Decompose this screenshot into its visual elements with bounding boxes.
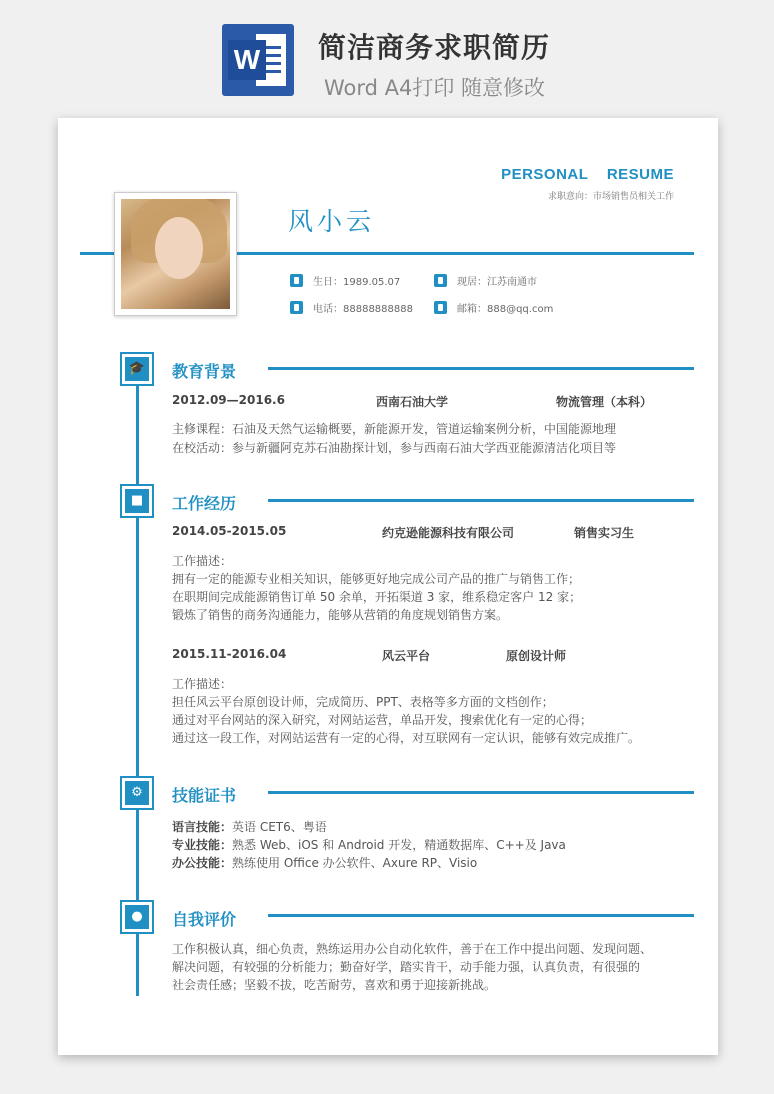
education-rule <box>268 367 694 370</box>
job1-line: 在职期间完成能源销售订单 50 余单，开拓渠道 3 家，维系稳定客户 12 家； <box>172 590 582 604</box>
profile-photo <box>114 192 237 316</box>
self-eval-section-icon <box>120 900 154 934</box>
skill-item: 办公技能：熟练使用 Office 办公软件、Axure RP、Visio <box>172 856 478 870</box>
word-logo-letter: W <box>228 40 266 80</box>
job2-line: 通过这一段工作，对网站运营有一定的心得，对互联网有一定认识，能够有效完成推广。 <box>172 731 641 745</box>
self-eval-line: 社会责任感；坚毅不拔，吃苦耐劳，喜欢和勇于迎接新挑战。 <box>172 978 497 992</box>
residence-info: 现居：江苏南通市 <box>434 273 537 288</box>
birth-info: 生日：1989.05.07 <box>290 273 400 288</box>
candidate-name: 风小云 <box>288 207 376 236</box>
work-section-icon <box>120 484 154 518</box>
education-title: 教育背景 <box>172 362 237 381</box>
briefcase-icon: ■ <box>125 489 149 513</box>
banner-header <box>0 0 774 110</box>
job2-line: 担任风云平台原创设计师，完成简历、PPT、表格等多方面的文档创作； <box>172 695 554 709</box>
job2-line: 工作描述： <box>172 677 233 691</box>
education-school: 西南石油大学 <box>376 395 449 409</box>
education-major: 物流管理（本科） <box>556 395 653 409</box>
skills-title: 技能证书 <box>172 786 237 805</box>
job2-date: 2015.11-2016.04 <box>172 647 287 661</box>
person-icon <box>290 274 303 287</box>
job1-company: 约克逊能源科技有限公司 <box>382 526 515 540</box>
job1-line: 工作描述： <box>172 554 233 568</box>
graduation-cap-icon: 🎓 <box>125 357 149 381</box>
self-eval-title: 自我评价 <box>172 910 237 929</box>
word-logo-icon <box>222 24 294 96</box>
education-course-line: 主修课程：石油及天然气运输概要，新能源开发，管道运输案例分析，中国能源地理 <box>172 422 617 436</box>
job2-company: 风云平台 <box>382 649 431 663</box>
education-date: 2012.09—2016.6 <box>172 393 285 407</box>
skill-item: 专业技能：熟悉 Web、iOS 和 Android 开发，精通数据库、C++及 Java <box>172 838 566 852</box>
job1-line: 锻炼了销售的商务沟通能力，能够从营销的角度规划销售方案。 <box>172 608 509 622</box>
personal-resume-label: PERSONAL RESUME <box>501 166 674 183</box>
education-section-icon <box>120 352 154 386</box>
skill-item: 语言技能：英语 CET6、粤语 <box>172 820 327 834</box>
phone-icon <box>290 301 303 314</box>
banner-title: 简洁商务求职简历 <box>318 31 551 64</box>
email-info: 邮箱：888@qq.com <box>434 300 553 315</box>
gear-icon: ⚙ <box>125 781 149 805</box>
banner-subtitle: Word A4打印 随意修改 <box>324 76 546 100</box>
user-icon: ● <box>125 905 149 929</box>
job1-role: 销售实习生 <box>574 526 635 540</box>
skills-section-icon <box>120 776 154 810</box>
education-activity-line: 在校活动：参与新疆阿克苏石油勘探计划，参与西南石油大学西亚能源清洁化项目等 <box>172 441 617 455</box>
skills-rule <box>268 791 694 794</box>
self-eval-rule <box>268 914 694 917</box>
resume-page <box>58 118 718 1055</box>
work-rule <box>268 499 694 502</box>
job1-line: 拥有一定的能源专业相关知识，能够更好地完成公司产品的推广与销售工作； <box>172 572 581 586</box>
job2-line: 通过对平台网站的深入研究，对网站运营，单品开发，搜索优化有一定的心得； <box>172 713 593 727</box>
self-eval-line: 工作积极认真，细心负责，熟练运用办公自动化软件，善于在工作中提出问题、发现问题、 <box>172 942 653 956</box>
job2-role: 原创设计师 <box>506 649 567 663</box>
phone-info: 电话：88888888888 <box>290 300 413 315</box>
mail-icon <box>434 301 447 314</box>
calendar-icon <box>434 274 447 287</box>
self-eval-line: 解决问题，有较强的分析能力；勤奋好学，踏实肯干，动手能力强，认真负责，有很强的 <box>172 960 641 974</box>
job-intent: 求职意向：市场销售员相关工作 <box>547 192 674 202</box>
work-title: 工作经历 <box>172 494 237 513</box>
job1-date: 2014.05-2015.05 <box>172 524 287 538</box>
